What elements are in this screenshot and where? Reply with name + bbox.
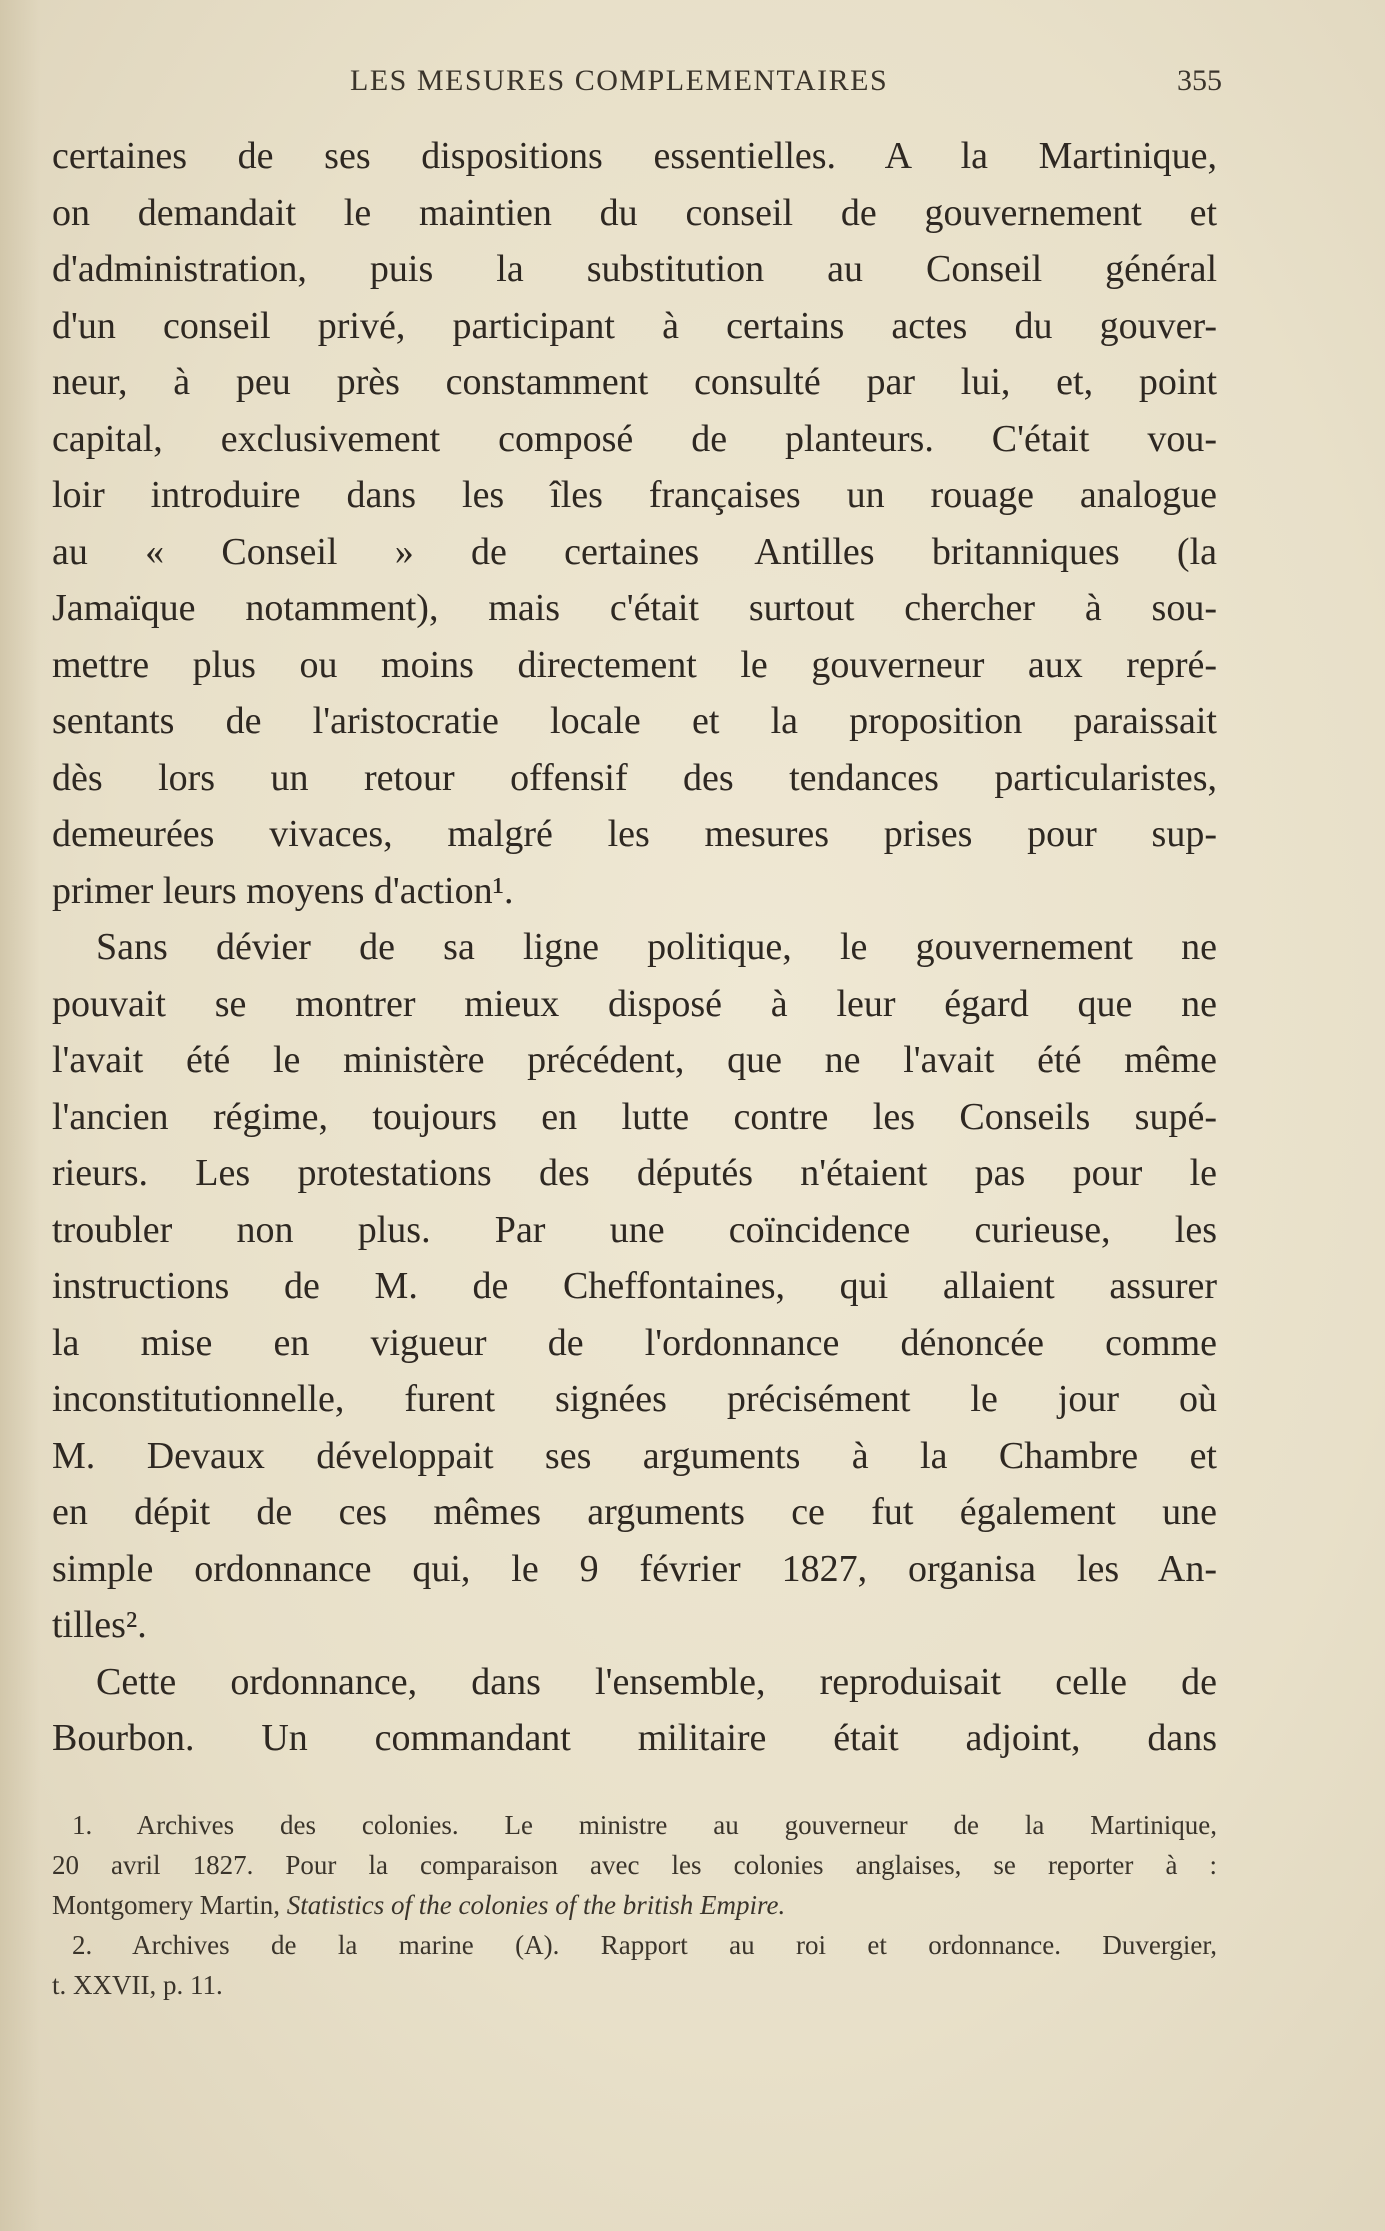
text-line: certaines de ses dispositions essentielles. A la Martinique, xyxy=(52,135,1217,177)
paragraph-start-line: Sans dévier de sa ligne politique, le gouvernement ne xyxy=(96,926,1217,968)
text-line: Jamaïque notamment), mais c'était surtout chercher à sou- xyxy=(52,587,1217,629)
footnotes xyxy=(52,1805,1217,2005)
text-line: l'ancien régime, toujours en lutte contre les Conseils supé- xyxy=(52,1095,1217,1138)
text-line: au « Conseil » de certaines Antilles britanniques (la xyxy=(52,530,1217,573)
text-line: l'avait été le ministère précédent, que ne l'avait été même xyxy=(52,1039,1217,1081)
main-text xyxy=(52,128,1217,1767)
text-line: on demandait le maintien du conseil de gouvernement et xyxy=(52,191,1217,234)
text-line: sentants de l'aristocratie locale et la proposition paraissait xyxy=(52,700,1217,742)
running-title: LES MESURES COMPLEMENTAIRES xyxy=(350,64,889,97)
text-line: dès lors un retour offensif des tendances particularistes, xyxy=(52,756,1217,799)
text-line: neur, à peu près constamment consulté par lui, et, point xyxy=(52,361,1217,403)
footnote-2-line: t. XXVII, p. 11. xyxy=(52,1970,223,2000)
footnote-2-line: 2. Archives de la marine (A). Rapport au roi et ordonnance. Duvergier, xyxy=(72,1930,1217,1960)
text-line: rieurs. Les protestations des députés n'étaient pas pour le xyxy=(52,1152,1217,1194)
text-line: capital, exclusivement composé de planteurs. C'était vou- xyxy=(52,417,1217,460)
footnote-1-line: 20 avril 1827. Pour la comparaison avec les colonies anglaises, se reporter à : xyxy=(52,1850,1217,1880)
text-line: demeurées vivaces, malgré les mesures prises pour sup- xyxy=(52,813,1217,855)
text-line: Bourbon. Un commandant militaire était adjoint, dans xyxy=(52,1717,1217,1759)
text-line: loir introduire dans les îles françaises un rouage analogue xyxy=(52,474,1217,516)
text-line: d'un conseil privé, participant à certains actes du gouver- xyxy=(52,304,1217,347)
text-line: en dépit de ces mêmes arguments ce fut également une xyxy=(52,1491,1217,1533)
text-line: d'administration, puis la substitution au Conseil général xyxy=(52,248,1217,290)
text-line: inconstitutionnelle, furent signées précisément le jour où xyxy=(52,1378,1217,1420)
text-line: la mise en vigueur de l'ordonnance dénoncée comme xyxy=(52,1321,1217,1364)
text-line: pouvait se montrer mieux disposé à leur égard que ne xyxy=(52,982,1217,1025)
text-line: mettre plus ou moins directement le gouverneur aux repré- xyxy=(52,643,1217,686)
page-number: 355 xyxy=(1177,64,1222,97)
footnote-1-line: 1. Archives des colonies. Le ministre au gouverneur de la Martinique, xyxy=(72,1810,1217,1840)
text-line: troubler non plus. Par une coïncidence curieuse, les xyxy=(52,1208,1217,1251)
footnote-work-title: Statistics of the colonies of the british Empire. xyxy=(286,1890,786,1920)
text-line: simple ordonnance qui, le 9 février 1827, organisa les An- xyxy=(52,1547,1217,1590)
footnote-author: Montgomery Martin, xyxy=(52,1890,287,1920)
text-line: M. Devaux développait ses arguments à la Chambre et xyxy=(52,1434,1217,1477)
text-line: primer leurs moyens d'action¹. xyxy=(52,869,514,912)
text-line: instructions de M. de Cheffontaines, qui allaient assurer xyxy=(52,1265,1217,1307)
paragraph-start-line: Cette ordonnance, dans l'ensemble, reproduisait celle de xyxy=(96,1660,1217,1703)
footnote-1-line xyxy=(52,1885,1217,1925)
text-line: tilles². xyxy=(52,1604,147,1646)
